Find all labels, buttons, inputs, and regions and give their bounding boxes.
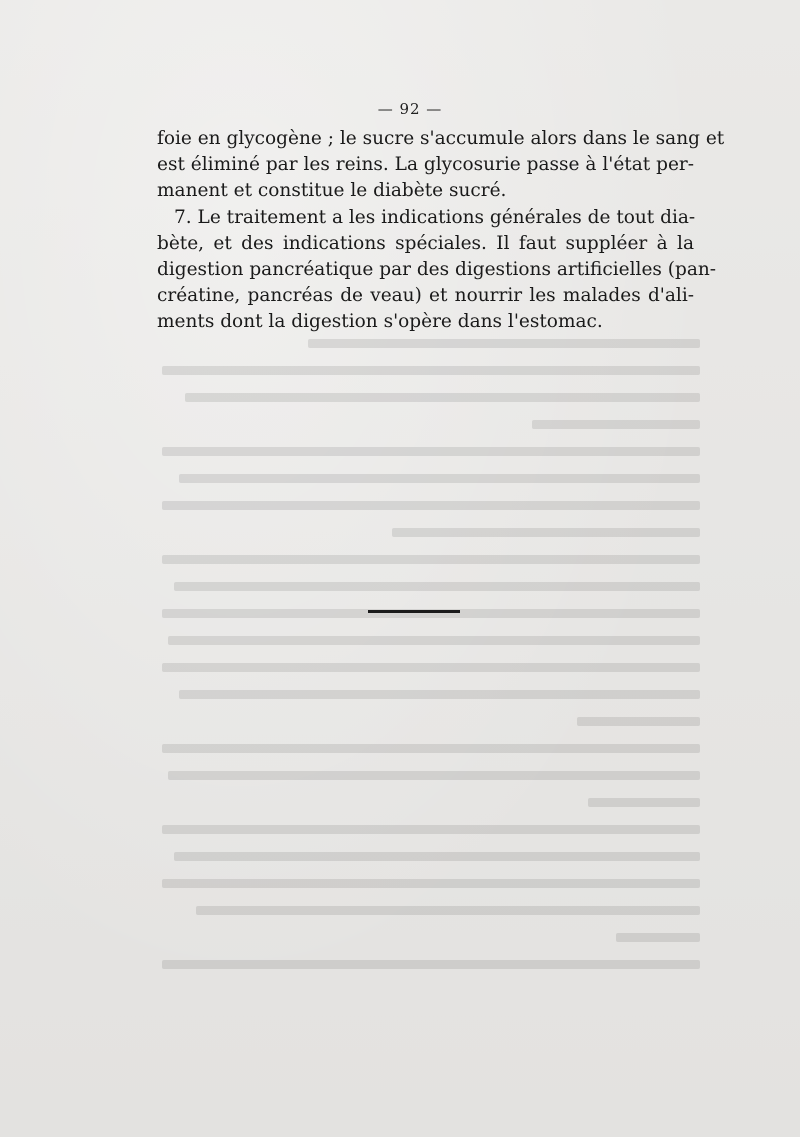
text-line: créatine, pancréas de veau) et nourrir les malades d'ali- bbox=[157, 285, 694, 307]
paragraph-2 bbox=[157, 205, 717, 336]
section-divider-rule bbox=[368, 610, 460, 613]
paragraph-1 bbox=[157, 126, 725, 205]
reverse-page-bleed-through bbox=[140, 330, 700, 990]
text-line: manent et constitue le diabète sucré. bbox=[157, 180, 507, 202]
page-number: — 92 — bbox=[377, 100, 443, 118]
text-line: est éliminé par les reins. La glycosurie passe à l'état per- bbox=[157, 154, 694, 176]
text-line: foie en glycogène ; le sucre s'accumule alors dans le sang et bbox=[157, 128, 725, 149]
text-line: digestion pancréatique par des digestions artificielles (pan- bbox=[157, 259, 717, 281]
text-line: 7. Le traitement a les indications générales de tout dia- bbox=[174, 206, 696, 228]
text-line: ments dont la digestion s'opère dans l'estomac. bbox=[157, 311, 603, 333]
body-text bbox=[157, 126, 725, 336]
text-line: bète, et des indications spéciales. Il faut suppléer à la bbox=[157, 232, 694, 254]
